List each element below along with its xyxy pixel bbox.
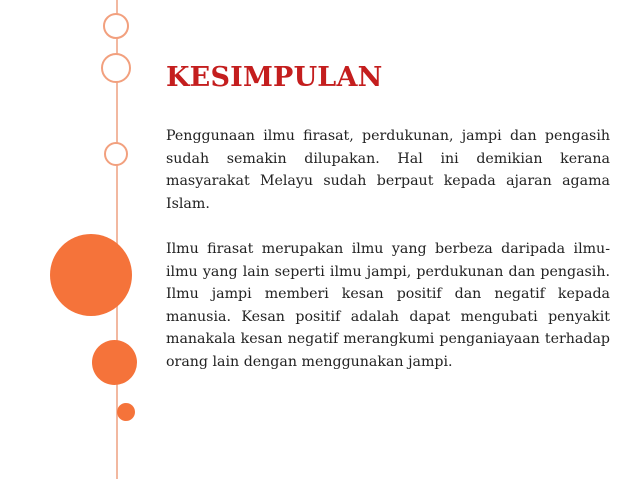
decorative-ring-3 — [104, 142, 128, 166]
decorative-circle-medium — [92, 340, 137, 385]
decorative-ring-1 — [103, 13, 129, 39]
decorative-circle-small — [117, 403, 135, 421]
paragraph-2: Ilmu firasat merupakan ilmu yang berbeza daripada ilmu-ilmu yang lain seperti ilmu jampi, perdukunan dan pengasih. Ilmu jampi memberi kesan positif dan negatif kepada manusia. Kesan positif adalah dapat mengubati penyakit manakala kesan negatif merangkumi penganiayaan terhadap orang lain dengan menggunakan jampi. — [166, 241, 610, 370]
decorative-circle-large — [50, 234, 132, 316]
slide-title: KESIMPULAN — [166, 62, 383, 93]
decorative-ring-2 — [101, 53, 131, 83]
paragraph-1: Penggunaan ilmu firasat, perdukunan, jampi dan pengasih sudah semakin dilupakan. Hal ini demikian kerana masyarakat Melayu sudah berpaut kepada ajaran agama Islam. — [166, 128, 610, 212]
